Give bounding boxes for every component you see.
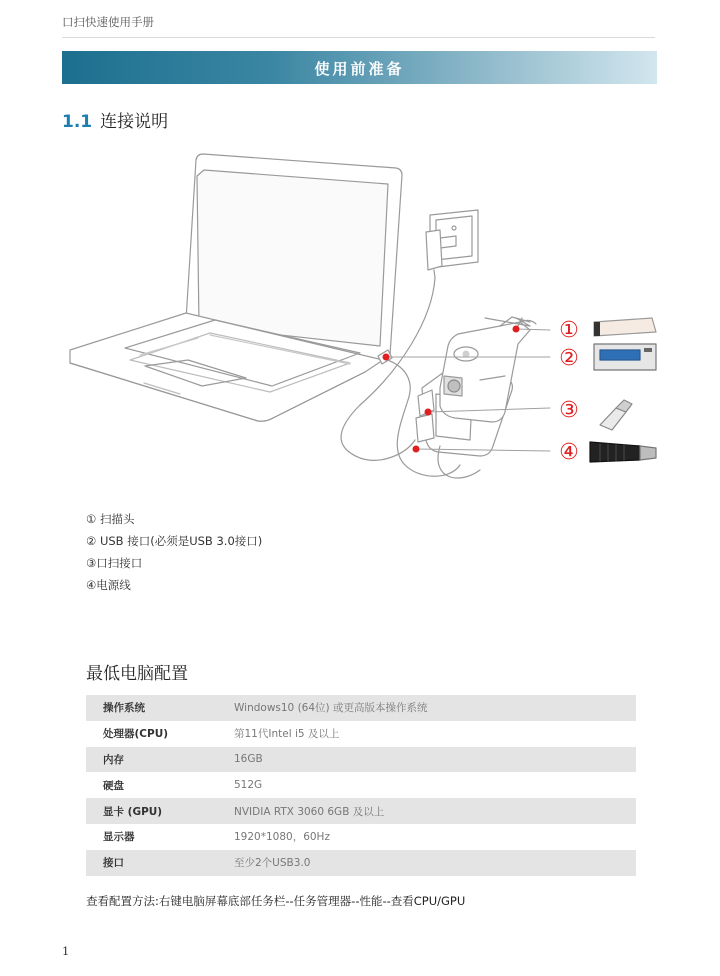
section-number: 1.1	[62, 112, 93, 132]
table-row	[86, 850, 636, 876]
spec-label: 显示器	[103, 831, 135, 844]
marker-dot-1	[513, 326, 520, 333]
table-row	[86, 747, 636, 773]
legend-power-cable: ④电源线	[86, 578, 131, 592]
header-divider	[62, 37, 655, 38]
laptop-illustration	[70, 154, 402, 421]
power-plug-thumbnail	[590, 442, 656, 462]
legend-usb-port: ② USB 接口(必须是USB 3.0接口)	[86, 534, 263, 548]
spec-value: 512G	[234, 779, 263, 792]
legend-scan-tip: ① 扫描头	[86, 512, 135, 526]
scanner-handpiece-illustration	[440, 317, 536, 422]
usb-port-thumbnail	[594, 344, 656, 370]
section-title: 连接说明	[100, 112, 169, 132]
marker-1: ①	[559, 318, 579, 343]
banner-title: 使用前准备	[314, 60, 405, 78]
marker-2: ②	[559, 346, 579, 371]
spec-value: 1920*1080，60Hz	[234, 831, 330, 844]
spec-value: 至少2个USB3.0	[234, 850, 636, 876]
marker-dot-4	[413, 446, 420, 453]
spec-label: 硬盘	[103, 779, 124, 792]
table-row	[86, 695, 636, 721]
table-row	[86, 798, 636, 824]
table-row	[86, 721, 636, 747]
spec-label: 接口	[86, 850, 234, 876]
marker-3: ③	[559, 398, 579, 423]
running-header: 口扫快速使用手册	[62, 15, 154, 29]
requirements-title: 最低电脑配置	[86, 664, 188, 684]
connection-diagram	[60, 150, 670, 495]
config-check-note: 查看配置方法:右键电脑屏幕底部任务栏--任务管理器--性能--查看CPU/GPU	[86, 894, 466, 908]
spec-table	[86, 695, 636, 876]
spec-label: 显卡 (GPU)	[86, 798, 234, 824]
legend-scanner-port: ③口扫接口	[86, 556, 143, 570]
usb-c-connector-thumbnail	[600, 400, 632, 430]
page-number: 1	[62, 944, 70, 958]
spec-value: Windows10 (64位) 或更高版本操作系统	[234, 695, 636, 721]
marker-dot-3	[425, 409, 432, 416]
marker-dot-2	[383, 354, 390, 361]
spec-label: 处理器(CPU)	[103, 728, 169, 741]
section-banner	[62, 51, 657, 84]
scan-tip-thumbnail	[594, 318, 656, 336]
spec-label: 内存	[86, 747, 234, 773]
spec-value: 第11代Intel i5 及以上	[234, 728, 340, 741]
spec-value: 16GB	[234, 747, 636, 773]
table-row	[86, 772, 636, 798]
spec-label: 操作系统	[86, 695, 234, 721]
table-row	[86, 824, 636, 850]
marker-4: ④	[559, 440, 579, 465]
section-heading	[62, 107, 168, 132]
spec-value: NVIDIA RTX 3060 6GB 及以上	[234, 798, 636, 824]
